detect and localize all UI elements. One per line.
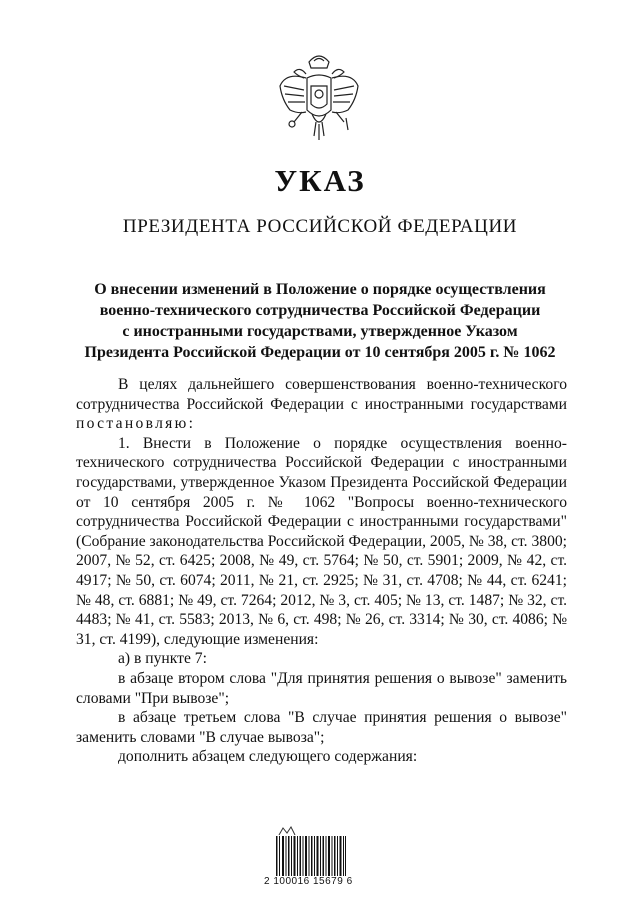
- subitem-a: а) в пункте 7:: [118, 650, 207, 668]
- heading-line: с иностранными государствами, утвержденное Указом: [122, 323, 518, 340]
- amendment-paragraph-2: в абзаце втором слова "Для принятия решения о вывозе" заменить словами "При вывозе";: [76, 669, 567, 707]
- russian-coat-of-arms-icon: [276, 52, 362, 144]
- amendment-paragraph-3: в абзаце третьем слова "В случае принятия решения о вывозе" заменить словами "В случае вывоза";: [76, 709, 567, 746]
- barcode-icon: [276, 836, 346, 876]
- amendment-paragraph-4: дополнить абзацем следующего содержания:: [118, 748, 418, 766]
- heading-line: О внесении изменений в Положение о порядке осуществления: [94, 281, 546, 298]
- document-title: УКАЗ: [274, 163, 366, 198]
- document-heading: [60, 279, 580, 363]
- item-1-paragraph: 1. Внести в Положение о порядке осуществления военно-технического сотрудничества Российской Федерации с иностранными государствами, утвержденное Указом Президента Российской Федерации от 10 сентября 2005 г. № 1062 "Вопросы военно-технического сотрудничества Российской Федерации с иностранными государствами" (Собрание законодательства Российской Федерации, 2005, № 38, ст. 3800; 2007, № 52, ст. 6425; 2008, № 49, ст. 5764; № 50, ст. 5901; 2009, № 42, ст. 4917; № 50, ст. 6074; 2011, № 21, ст. 2925; № 31, ст. 4708; № 44, ст. 6241; № 48, ст. 6881; № 49, ст. 7264; 2012, № 3, ст. 405; № 13, ст. 1487; № 32, ст. 4483; № 41, ст. 5583; 2013, № 6, ст. 498; № 26, ст. 3314; № 30, ст. 4086; № 31, ст. 4199), следующие изменения:: [76, 434, 567, 648]
- document-issuer: ПРЕЗИДЕНТА РОССИЙСКОЙ ФЕДЕРАЦИИ: [122, 216, 518, 237]
- barcode-number: 2 100016 15679 6: [264, 876, 353, 887]
- heading-line: Президента Российской Федерации от 10 сентября 2005 г. № 1062: [84, 344, 556, 361]
- preamble-paragraph: [76, 375, 567, 434]
- printer-mark-icon: [278, 826, 296, 836]
- document-body: [76, 375, 567, 767]
- decree-word: постановляю:: [76, 415, 196, 433]
- heading-line: военно-технического сотрудничества Российской Федерации: [99, 302, 541, 319]
- preamble-text: В целях дальнейшего совершенствования военно-технического сотрудничества Российской Федерации с иностранными государствами: [76, 376, 567, 413]
